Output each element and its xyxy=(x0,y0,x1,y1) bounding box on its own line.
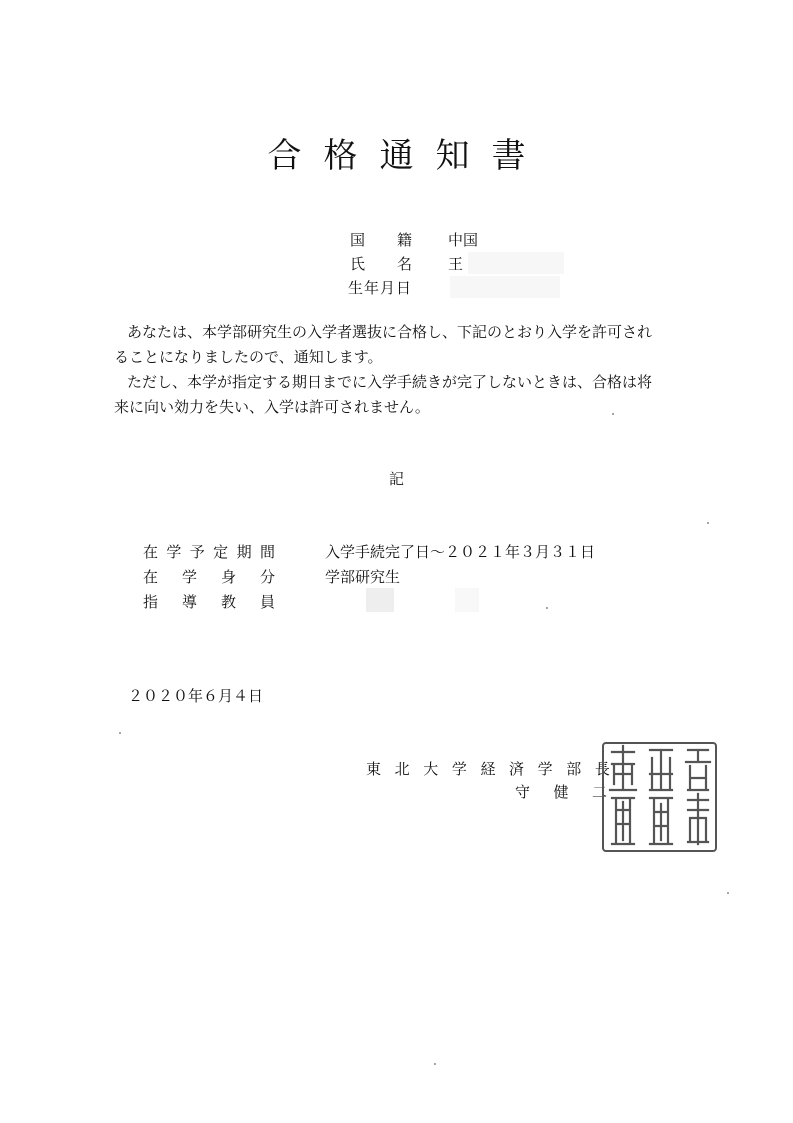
paragraph-2-line-1: ただし、本学が指定する期日までに入学手続きが完了しないときは、合格は将 xyxy=(127,373,653,391)
redacted-advisor xyxy=(366,588,394,612)
redacted-name xyxy=(468,252,564,274)
scan-speck xyxy=(707,522,709,524)
ki-heading: 記 xyxy=(388,470,404,488)
scan-speck xyxy=(119,732,121,734)
paragraph-2-line-2: 来に向い効力を失い、入学は許可されません。 xyxy=(114,398,430,416)
paragraph-1-line-2: ることになりましたので、通知します。 xyxy=(114,348,383,366)
detail-label-advisor: 指 導 教 員 xyxy=(143,593,275,611)
redacted-advisor-2 xyxy=(455,588,479,612)
detail-value-period: 入学手続完了日～２０２１年３月３１日 xyxy=(325,543,596,561)
seal-glyphs-icon xyxy=(604,744,715,850)
scan-speck xyxy=(434,1063,436,1065)
scan-speck xyxy=(546,607,548,609)
official-seal xyxy=(602,742,717,852)
nationality-value: 中国 xyxy=(448,231,479,249)
issue-date: ２０２０年６月４日 xyxy=(128,687,264,705)
name-label: 氏 名 xyxy=(350,255,412,273)
dean-title: 東 北 大 学 経 済 学 部 長 xyxy=(366,760,610,778)
detail-label-status: 在 学 身 分 xyxy=(143,568,275,586)
name-value: 王 xyxy=(448,255,464,273)
redacted-birthdate xyxy=(450,276,560,298)
dean-name: 守 健 二 xyxy=(515,783,607,801)
scan-speck xyxy=(612,413,614,415)
paragraph-1-line-1: あなたは、本学部研究生の入学者選抜に合格し、下記のとおり入学を許可され xyxy=(127,323,653,341)
document-title: 合格通知書 xyxy=(267,136,548,176)
detail-label-period: 在 学 予 定 期 間 xyxy=(143,543,275,561)
nationality-label: 国 籍 xyxy=(350,231,412,249)
scan-speck xyxy=(727,892,729,894)
detail-value-status: 学部研究生 xyxy=(325,568,401,586)
birthdate-label: 生年月日 xyxy=(348,279,413,297)
body-text xyxy=(114,320,694,420)
